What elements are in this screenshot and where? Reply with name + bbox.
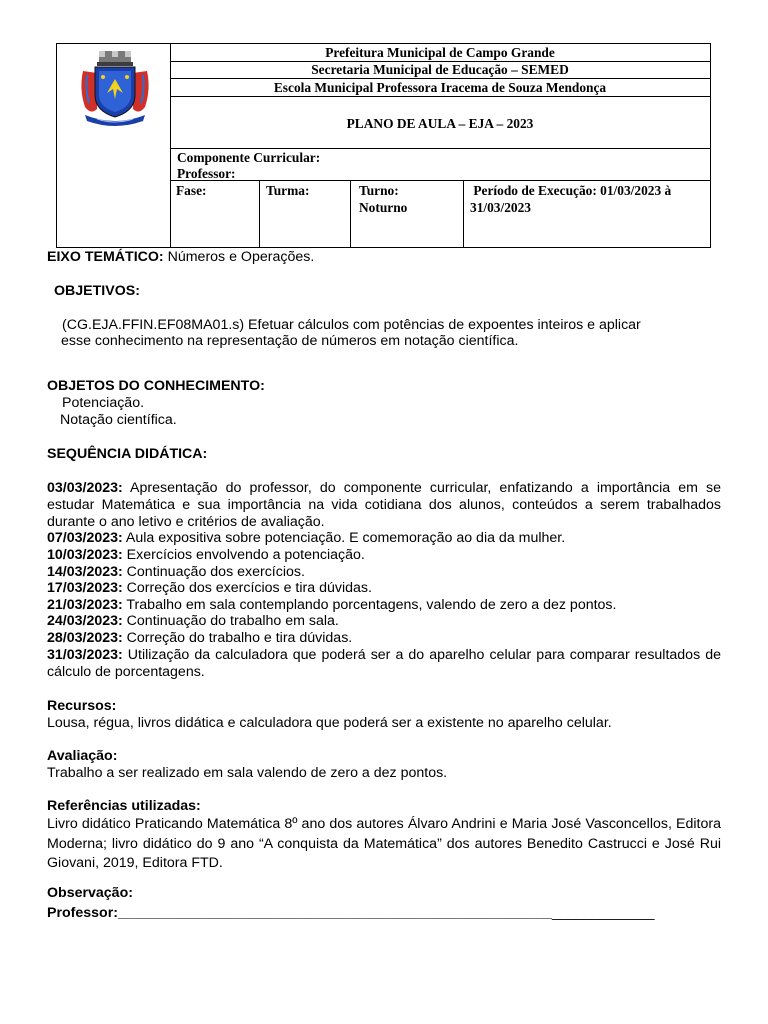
sequencia-item: 07/03/2023: Aula expositiva sobre potenciação. E comemoração ao dia da mulher. xyxy=(47,530,566,546)
sequencia-label: SEQUÊNCIA DIDÁTICA: xyxy=(47,446,208,462)
turno-label: Turno: xyxy=(359,183,399,198)
componente-curricular-label: Componente Curricular: xyxy=(177,150,321,165)
referencias-label: Referências utilizadas: xyxy=(47,798,201,814)
fase-label: Fase: xyxy=(176,183,207,198)
plan-title: PLANO DE AULA – EJA – 2023 xyxy=(346,116,534,131)
secretaria-title: Secretaria Municipal de Educação – SEMED xyxy=(311,62,569,77)
referencias-text: Livro didático Praticando Matemática 8º ano dos autores Álvaro Andrini e Maria José Vasconcellos, Editora Moderna; livro didático do 9 ano “A conquista da Matemática” dos autores Benedito Castrucci e José Rui Giovani, 2019, Editora FTD. xyxy=(47,816,721,871)
eixo-label: EIXO TEMÁTICO: xyxy=(47,249,164,265)
sequencia-item: 17/03/2023: Correção dos exercícios e tira dúvidas. xyxy=(47,580,372,596)
objetos-label: OBJETOS DO CONHECIMENTO: xyxy=(47,378,265,394)
city-coat-of-arms-logo xyxy=(77,49,153,127)
avaliacao-label: Avaliação: xyxy=(47,748,118,764)
recursos-label: Recursos: xyxy=(47,698,117,714)
eixo-tematico xyxy=(47,249,721,266)
prefeitura-title: Prefeitura Municipal de Campo Grande xyxy=(325,45,555,60)
periodo-execucao-line2: 31/03/2023 xyxy=(470,200,532,215)
professor-label: Professor: xyxy=(177,166,236,181)
observacao-label: Observação: xyxy=(47,885,133,901)
objeto-item-1: Potenciação. xyxy=(62,395,145,411)
objetivos-line1: (CG.EJA.FFIN.EF08MA01.s) Efetuar cálculos com potências de expoentes inteiros e aplicar xyxy=(62,317,641,333)
objetivos-line2: esse conhecimento na representação de números em notação científica. xyxy=(61,333,519,349)
eixo-value: Números e Operações. xyxy=(163,249,315,265)
sequencia-item: 03/03/2023: Apresentação do professor, do componente curricular, enfatizando a importância em se estudar Matemática e sua importância na vida cotidiana dos alunos, conteúdos a serem trabalhados durante o ano letivo e critérios de avaliação. xyxy=(47,480,721,530)
header-table xyxy=(56,43,711,248)
turma-label: Turma: xyxy=(266,183,310,198)
recursos-text: Lousa, régua, livros didática e calculadora que poderá ser a existente no aparelho celular. xyxy=(47,715,612,731)
sequencia-item: 31/03/2023: Utilização da calculadora que poderá ser a do aparelho celular para comparar resultados de cálculo de porcentagens. xyxy=(47,647,721,680)
sequencia-item: 21/03/2023: Trabalho em sala contemplando porcentagens, valendo de zero a dez pontos. xyxy=(47,597,617,613)
avaliacao-text: Trabalho a ser realizado em sala valendo de zero a dez pontos. xyxy=(47,765,448,781)
professor-signature-line: Professor:____________________________________________________________________ xyxy=(47,905,655,921)
sequencia-item: 24/03/2023: Continuação do trabalho em sala. xyxy=(47,613,339,629)
sequencia-item: 28/03/2023: Correção do trabalho e tira dúvidas. xyxy=(47,630,353,646)
sequencia-item: 10/03/2023: Exercícios envolvendo a potenciação. xyxy=(47,547,365,563)
sequencia-item: 14/03/2023: Continuação dos exercícios. xyxy=(47,564,305,580)
turno-value: Noturno xyxy=(359,200,408,215)
periodo-execucao-line1: Período de Execução: 01/03/2023 à xyxy=(470,183,672,198)
objeto-item-2: Notação científica. xyxy=(60,412,177,428)
escola-title: Escola Municipal Professora Iracema de Souza Mendonça xyxy=(273,80,607,95)
objetivos-label: OBJETIVOS: xyxy=(54,283,140,299)
